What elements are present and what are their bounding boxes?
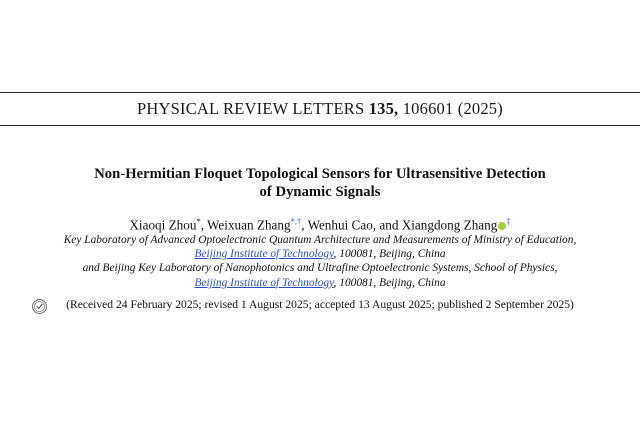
- author-marks-2[interactable]: *,†: [290, 216, 302, 226]
- author-separator-2: ,: [301, 217, 308, 233]
- affiliation-institution-link-1[interactable]: Beijing Institute of Technology: [194, 248, 334, 261]
- author-name-1: Xiaoqi Zhou: [129, 217, 197, 233]
- author-name-4: Xiangdong Zhang: [401, 217, 498, 233]
- author-separator-1: ,: [200, 217, 208, 233]
- journal-citation-line: [137, 99, 503, 119]
- article-title-line-1: Non-Hermitian Floquet Topological Sensors for Ultrasensitive Detection: [94, 166, 546, 182]
- affiliation-line-1: [0, 233, 640, 247]
- affiliation-address-2: , 100081, Beijing, China: [333, 276, 446, 289]
- journal-header-band: [0, 92, 640, 126]
- journal-name: PHYSICAL REVIEW LETTERS: [137, 99, 365, 118]
- affiliation-line-3: [0, 261, 640, 275]
- affiliation-address-1: , 100081, Beijing, China: [333, 248, 446, 261]
- affiliation-line-4: [0, 276, 640, 290]
- affiliation-text-1: Key Laboratory of Advanced Optoelectronic Quantum Architecture and Measurements of Ministry of Education,: [63, 234, 577, 246]
- author-list: [0, 213, 640, 233]
- journal-article-number: 106601: [402, 99, 454, 118]
- author-name-3: Wenhui Cao: [307, 217, 373, 233]
- publication-dates-row: [0, 298, 640, 311]
- publication-dates: (Received 24 February 2025; revised 1 August 2025; accepted 13 August 2025; published 2 September 2025): [66, 298, 574, 311]
- article-title-line-2: of Dynamic Signals: [259, 184, 381, 200]
- affiliation-list: [0, 233, 640, 290]
- article-title: [0, 165, 640, 201]
- affiliation-text-2: and Beijing Key Laboratory of Nanophotonics and Ultrafine Optoelectronic Systems, School of Physics,: [82, 262, 558, 275]
- author-marks-1: *: [196, 216, 201, 226]
- affiliation-line-2: [0, 247, 640, 261]
- author-separator-3: , and: [372, 217, 402, 233]
- journal-volume: 135,: [368, 99, 399, 118]
- author-marks-4[interactable]: ‡: [506, 216, 511, 226]
- journal-year: (2025): [457, 99, 503, 118]
- affiliation-institution-link-2[interactable]: Beijing Institute of Technology: [194, 276, 334, 289]
- author-name-2: Weixuan Zhang: [207, 217, 291, 233]
